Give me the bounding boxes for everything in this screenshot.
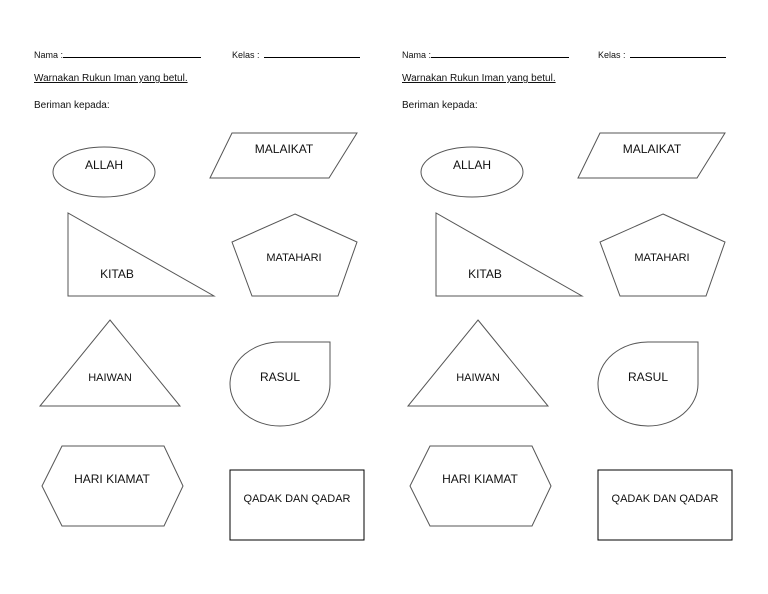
shape-haiwan[interactable] [40,320,180,406]
shape-qadak-dan-qadar[interactable] [598,470,732,540]
shape-allah[interactable] [421,147,523,197]
shape-label: HARI KIAMAT [442,472,518,487]
triangle-shape [408,320,548,406]
shape-qadak-dan-qadar[interactable] [230,470,364,540]
class-label: Kelas : [232,50,260,60]
shape-label: HAIWAN [456,371,500,384]
shape-label: MATAHARI [266,251,322,264]
shape-label: ALLAH [452,158,492,173]
name-label: Nama : [402,50,432,60]
shape-matahari[interactable] [600,214,725,296]
instruction: Warnakan Rukun Iman yang betul. [34,73,188,84]
shape-hari-kiamat[interactable] [410,446,551,526]
prompt: Beriman kepada: [34,100,110,111]
shapes-canvas [368,0,752,594]
shape-label: MATAHARI [634,251,690,264]
shape-allah[interactable] [53,147,155,197]
shape-label: KITAB [100,267,134,282]
shape-label: MALAIKAT [254,142,314,157]
shape-kitab[interactable] [68,213,214,296]
shape-hari-kiamat[interactable] [42,446,183,526]
triangle-shape [40,320,180,406]
shape-label: RASUL [259,370,301,385]
shape-label: MALAIKAT [622,142,682,157]
shape-label: QADAK DAN QADAR [611,492,719,505]
triangle-shape [436,213,582,296]
shape-label: KITAB [468,267,502,282]
shape-matahari[interactable] [232,214,357,296]
shape-haiwan[interactable] [408,320,548,406]
shape-label: RASUL [627,370,669,385]
shape-label: HARI KIAMAT [74,472,150,487]
name-label: Nama : [34,50,64,60]
triangle-shape [68,213,214,296]
shape-rasul[interactable] [230,342,330,426]
shape-malaikat[interactable] [578,133,725,178]
rectangle-shape [598,470,732,540]
shape-rasul[interactable] [598,342,698,426]
class-label: Kelas : [598,50,626,60]
prompt: Beriman kepada: [402,100,478,111]
worksheet-right [368,0,752,594]
instruction: Warnakan Rukun Iman yang betul. [402,73,556,84]
shape-kitab[interactable] [436,213,582,296]
shape-label: ALLAH [84,158,124,173]
shape-malaikat[interactable] [210,133,357,178]
shape-label: HAIWAN [88,371,132,384]
rectangle-shape [230,470,364,540]
shape-label: QADAK DAN QADAR [243,492,351,505]
